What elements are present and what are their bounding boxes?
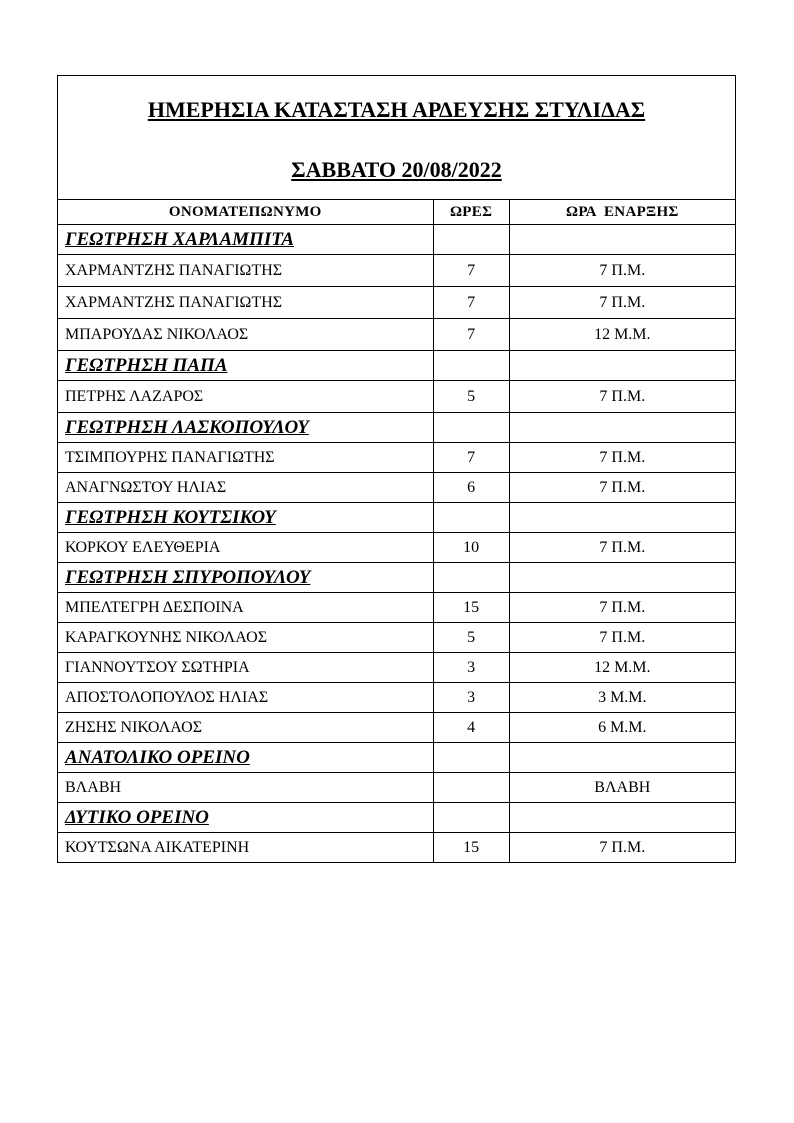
header-row [58,200,736,225]
section-row [58,563,736,593]
person-name: ΚΟΥΤΣΩΝΑ ΑΙΚΑΤΕΡΙΝΗ [58,833,434,863]
start-time: 12 Μ.Μ. [509,653,735,683]
section-start-cell [509,503,735,533]
section-row [58,351,736,381]
irrigation-table [57,75,736,863]
table-row [58,533,736,563]
section-name: ΑΝΑΤΟΛΙΚΟ ΟΡΕΙΝΟ [58,743,434,773]
header-name: ΟΝΟΜΑΤΕΠΩΝΥΜΟ [58,200,434,225]
section-name: ΓΕΩΤΡΗΣΗ ΚΟΥΤΣΙΚΟΥ [58,503,434,533]
section-name: ΓΕΩΤΡΗΣΗ ΣΠΥΡΟΠΟΥΛΟΥ [58,563,434,593]
table-row [58,255,736,287]
section-hours-cell [433,503,509,533]
start-time: 7 Π.Μ. [509,443,735,473]
table-row [58,653,736,683]
hours-value: 5 [433,623,509,653]
table-row [58,833,736,863]
irrigation-table-body [58,76,736,863]
start-time: 7 Π.Μ. [509,533,735,563]
section-name: ΔΥΤΙΚΟ ΟΡΕΙΝΟ [58,803,434,833]
hours-value: 10 [433,533,509,563]
section-start-cell [509,803,735,833]
start-time: 6 Μ.Μ. [509,713,735,743]
section-hours-cell [433,225,509,255]
start-time: 7 Π.Μ. [509,255,735,287]
section-start-cell [509,563,735,593]
section-hours-cell [433,351,509,381]
section-hours-cell [433,563,509,593]
document-title: ΗΜΕΡΗΣΙΑ ΚΑΤΑΣΤΑΣΗ ΑΡΔΕΥΣΗΣ ΣΤΥΛΙΔΑΣ [147,96,646,122]
section-row [58,803,736,833]
table-row [58,443,736,473]
section-hours-cell [433,743,509,773]
person-name: ΜΠΑΡΟΥΔΑΣ ΝΙΚΟΛΑΟΣ [58,319,434,351]
table-row [58,623,736,653]
start-time: 12 Μ.Μ. [509,319,735,351]
table-row [58,473,736,503]
hours-value [433,773,509,803]
section-start-cell [509,743,735,773]
section-start-cell [509,351,735,381]
person-name: ΠΕΤΡΗΣ ΛΑΖΑΡΟΣ [58,381,434,413]
section-row [58,503,736,533]
table-row [58,713,736,743]
hours-value: 7 [433,255,509,287]
table-row [58,593,736,623]
document-date: ΣΑΒΒΑΤΟ 20/08/2022 [291,156,502,182]
hours-value: 3 [433,683,509,713]
start-time: 3 Μ.Μ. [509,683,735,713]
hours-value: 7 [433,443,509,473]
start-time: 7 Π.Μ. [509,593,735,623]
section-name: ΓΕΩΤΡΗΣΗ ΛΑΣΚΟΠΟΥΛΟΥ [58,413,434,443]
section-row [58,413,736,443]
section-row [58,225,736,255]
start-time: 7 Π.Μ. [509,623,735,653]
person-name: ΖΗΣΗΣ ΝΙΚΟΛΑΟΣ [58,713,434,743]
section-hours-cell [433,413,509,443]
section-row [58,743,736,773]
person-name: ΧΑΡΜΑΝΤΖΗΣ ΠΑΝΑΓΙΩΤΗΣ [58,255,434,287]
section-start-cell [509,413,735,443]
header-start: ΩΡΑ ΕΝΑΡΞΗΣ [509,200,735,225]
section-start-cell [509,225,735,255]
table-row [58,319,736,351]
hours-value: 7 [433,319,509,351]
start-time: ΒΛΑΒΗ [509,773,735,803]
section-hours-cell [433,803,509,833]
person-name: ΓΙΑΝΝΟΥΤΣΟΥ ΣΩΤΗΡΙΑ [58,653,434,683]
person-name: ΜΠΕΛΤΕΓΡΗ ΔΕΣΠΟΙΝΑ [58,593,434,623]
start-time: 7 Π.Μ. [509,287,735,319]
table-row [58,287,736,319]
hours-value: 15 [433,833,509,863]
title-row [58,76,736,200]
person-name: ΑΝΑΓΝΩΣΤΟΥ ΗΛΙΑΣ [58,473,434,503]
person-name: ΑΠΟΣΤΟΛΟΠΟΥΛΟΣ ΗΛΙΑΣ [58,683,434,713]
person-name: ΚΟΡΚΟΥ ΕΛΕΥΘΕΡΙΑ [58,533,434,563]
person-name: ΒΛΑΒΗ [58,773,434,803]
person-name: ΤΣΙΜΠΟΥΡΗΣ ΠΑΝΑΓΙΩΤΗΣ [58,443,434,473]
table-row [58,381,736,413]
hours-value: 15 [433,593,509,623]
section-name: ΓΕΩΤΡΗΣΗ ΠΑΠΑ [58,351,434,381]
person-name: ΚΑΡΑΓΚΟΥΝΗΣ ΝΙΚΟΛΑΟΣ [58,623,434,653]
start-time: 7 Π.Μ. [509,381,735,413]
section-name: ΓΕΩΤΡΗΣΗ ΧΑΡΛΑΜΠΙΤΑ [58,225,434,255]
table-row [58,773,736,803]
hours-value: 3 [433,653,509,683]
header-hours: ΩΡΕΣ [433,200,509,225]
start-time: 7 Π.Μ. [509,473,735,503]
hours-value: 5 [433,381,509,413]
person-name: ΧΑΡΜΑΝΤΖΗΣ ΠΑΝΑΓΙΩΤΗΣ [58,287,434,319]
hours-value: 4 [433,713,509,743]
hours-value: 7 [433,287,509,319]
table-row [58,683,736,713]
hours-value: 6 [433,473,509,503]
title-cell [58,76,736,200]
start-time: 7 Π.Μ. [509,833,735,863]
